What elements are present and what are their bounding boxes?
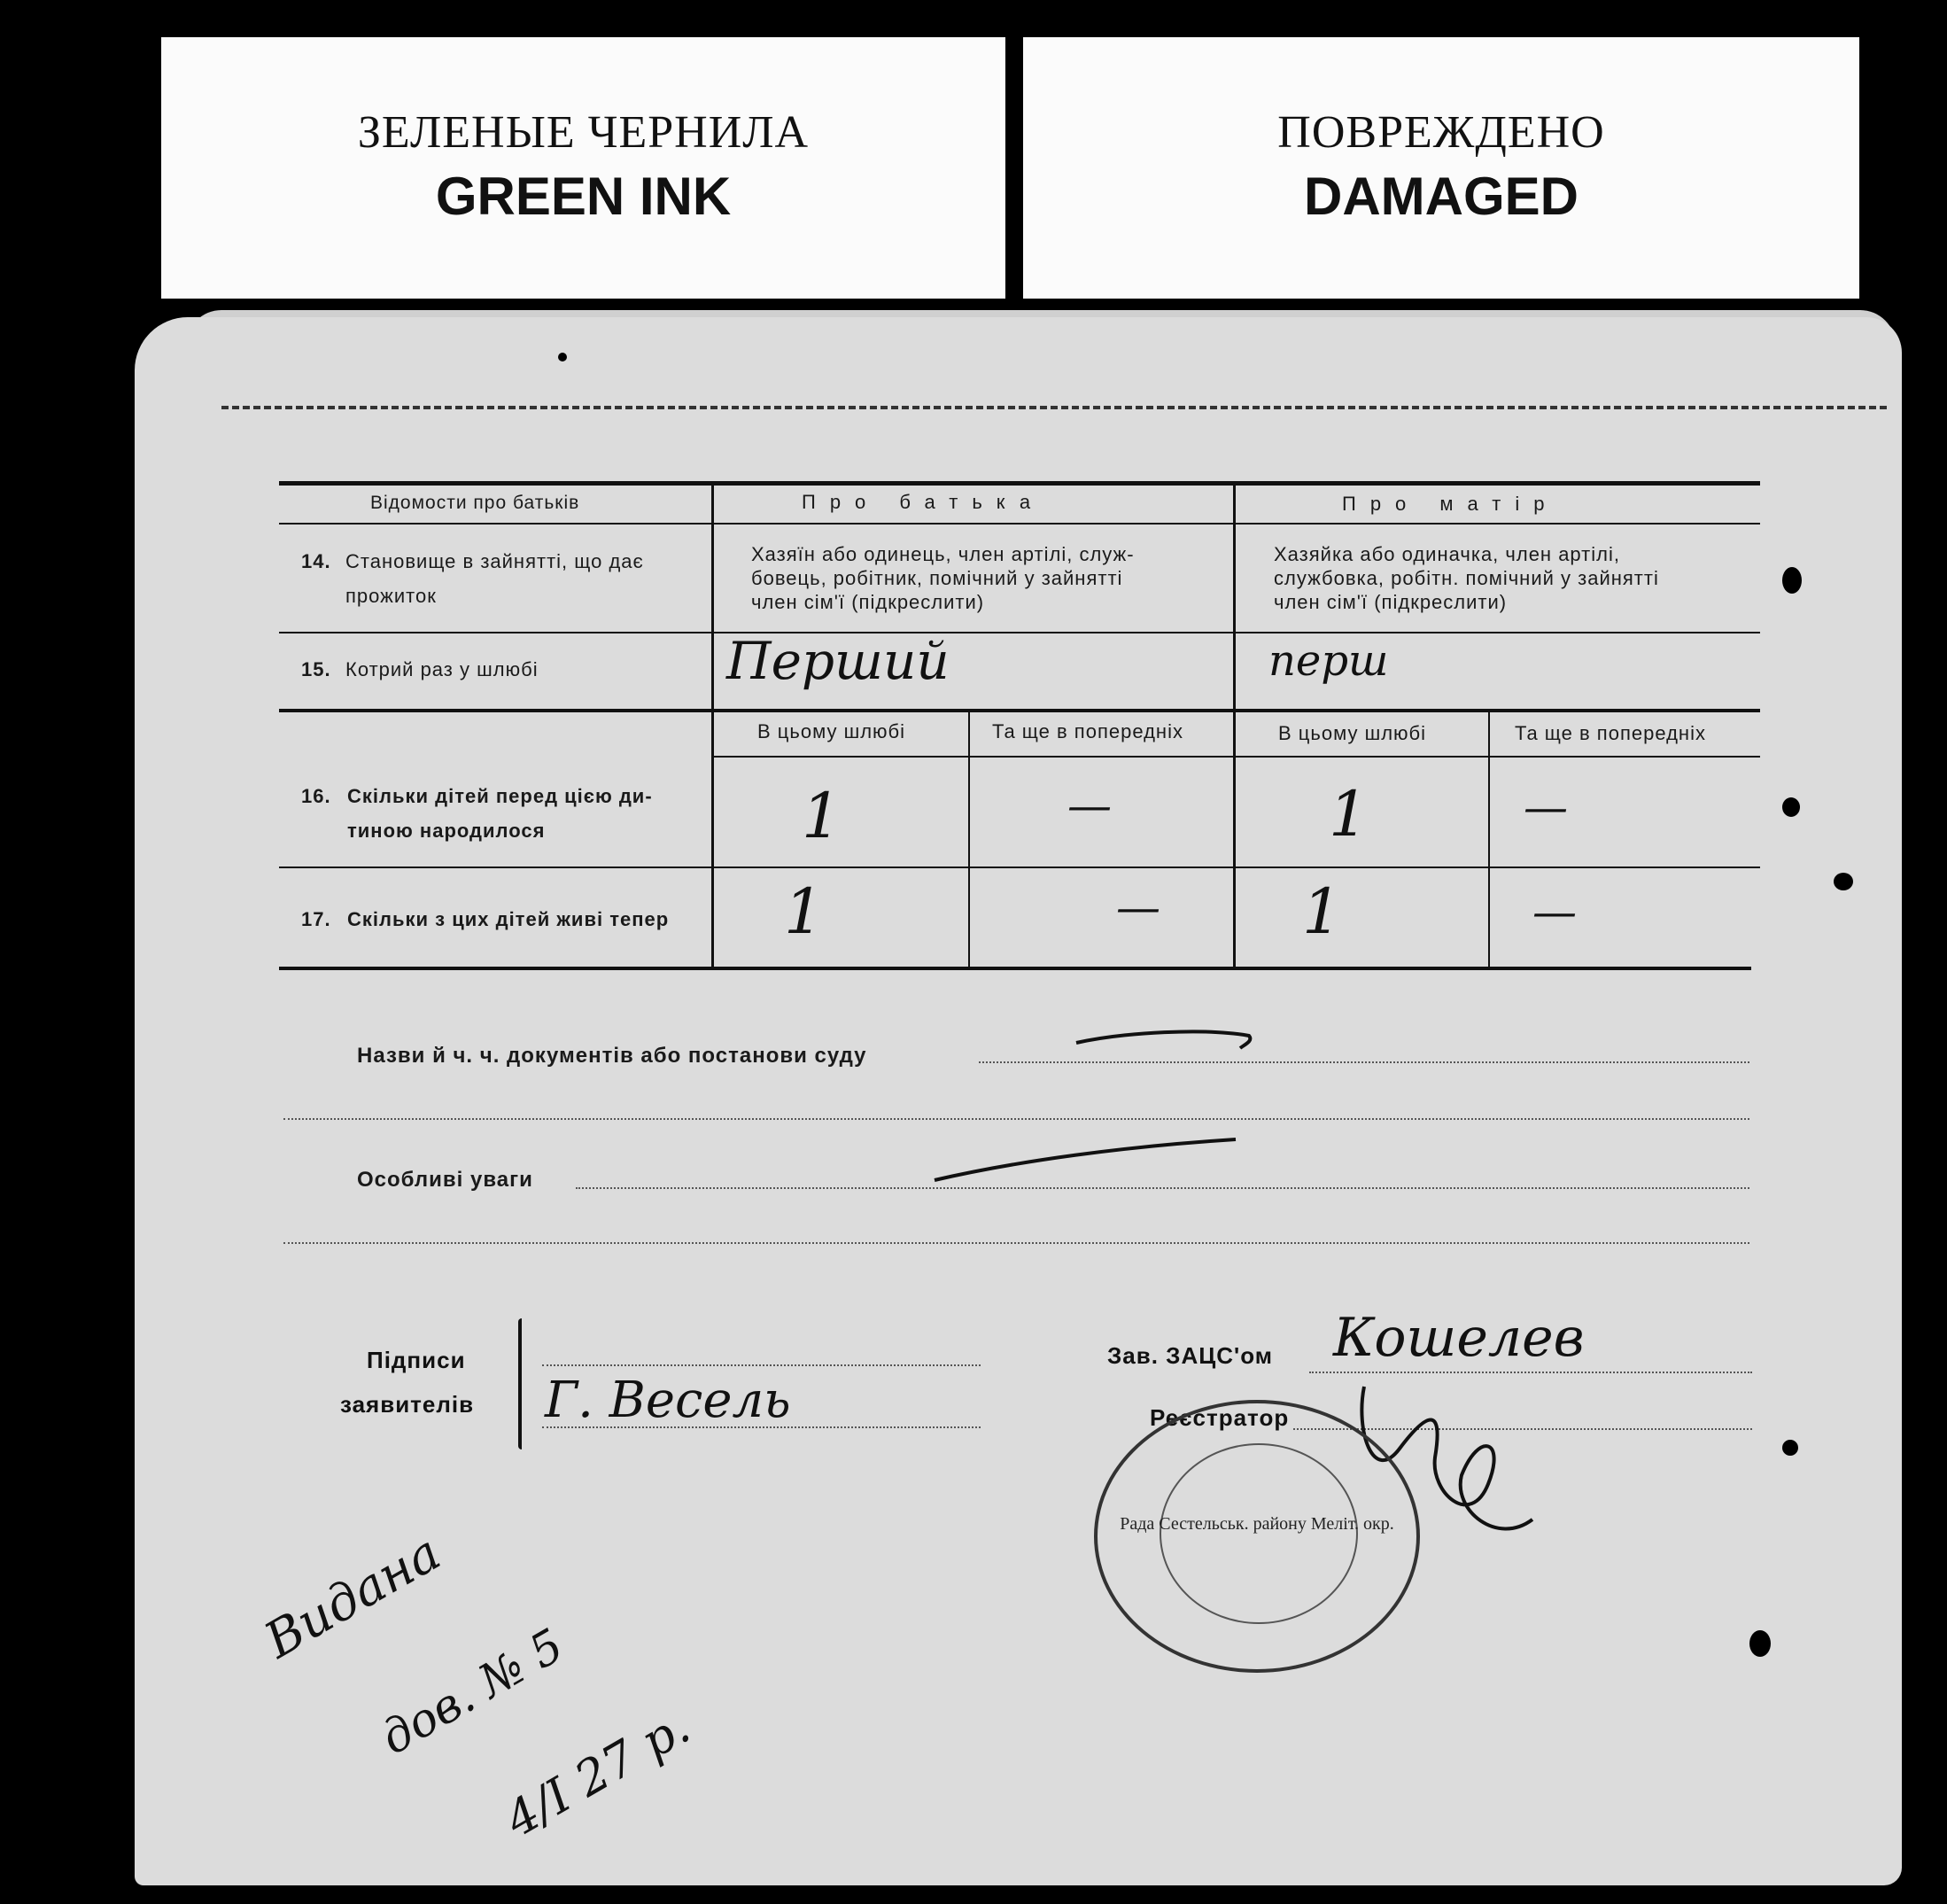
damage-speck (558, 353, 567, 361)
documents-line-2 (283, 1118, 1749, 1120)
header-mother: Про матір (1342, 493, 1559, 515)
col-divider-father (968, 711, 970, 968)
row16-mother-prev: — (1524, 781, 1568, 833)
green-ink-ru: ЗЕЛЕНЫЕ ЧЕРНИЛА (357, 107, 810, 158)
table-header-rule (279, 523, 1760, 525)
subheader-father-prev: Та ще в попередніх (992, 720, 1183, 742)
applicants-brace (518, 1318, 522, 1449)
row14-mother-options (1274, 542, 1659, 614)
row14-label-l2: прожиток (345, 585, 437, 607)
row14-mother-l1: Хазяйка або одиначка, член артілі, (1274, 543, 1620, 565)
stamp-text: Рада Сестельськ. району Меліт. окр. (1120, 1514, 1394, 1534)
row14-num: 14. (301, 550, 331, 572)
damage-hole (1749, 1630, 1771, 1657)
row16-rule (279, 867, 1760, 868)
applicant-sig-line-1 (542, 1364, 981, 1366)
row15-mother-value: перш (1268, 636, 1389, 686)
row17-mother-prev: — (1532, 886, 1577, 937)
special-notes-line (576, 1187, 1749, 1189)
head-registry-signature: Кошелев (1333, 1307, 1585, 1369)
col-divider-2 (1233, 481, 1236, 968)
row17-num: 17. (301, 908, 331, 930)
special-notes-line-2 (283, 1242, 1749, 1244)
applicants-label-l2: заявителів (340, 1391, 475, 1418)
damage-hole (1782, 1440, 1798, 1456)
row15-rule (279, 709, 1760, 712)
row14-mother-l2: службовка, робітн. помічний у зайнятті (1274, 567, 1659, 589)
subheader-mother-this: В цьому шлюбі (1278, 722, 1427, 744)
damage-hole (1834, 873, 1853, 890)
table-bottom-rule (279, 967, 1751, 970)
row14-label-l1: Становище в зайнятті, що дає (345, 550, 644, 572)
official-stamp (1094, 1400, 1420, 1673)
head-registry-label: Зав. ЗАЦС'ом (1107, 1342, 1273, 1369)
row16-num: 16. (301, 785, 331, 807)
special-notes-label: Особливі уваги (357, 1168, 533, 1192)
row17-label: Скільки з цих дітей живі тепер (347, 908, 670, 930)
row16-label-l1: Скільки дітей перед цією ди- (347, 785, 653, 807)
subheader-mother-prev: Та ще в попередніх (1515, 722, 1706, 744)
row16-mother-this: 1 (1329, 778, 1369, 851)
note-line-2: дов. № 5 (372, 1619, 573, 1766)
registrar-label: Реєстратор (1150, 1404, 1290, 1431)
row17-mother-this: 1 (1302, 875, 1342, 948)
head-sig-line (1309, 1372, 1752, 1373)
row14-father-l3: член сім'ї (підкреслити) (751, 591, 985, 613)
documents-line (979, 1061, 1749, 1063)
subheader-father-this: В цьому шлюбі (757, 720, 906, 742)
row16-father-this: 1 (802, 780, 842, 852)
row16-father-prev: — (1067, 780, 1112, 831)
green-ink-label-card (161, 37, 1005, 299)
row15-label: Котрий раз у шлюбі (345, 658, 539, 680)
row16-label-l2: тиною народилося (347, 820, 546, 842)
damaged-ru: ПОВРЕЖДЕНО (1277, 107, 1605, 158)
col-divider-mother (1488, 711, 1490, 968)
row14-rule (279, 632, 1760, 633)
row14-father-options (751, 542, 1135, 614)
row14-father-l1: Хазяїн або одинець, член артілі, служ- (751, 543, 1135, 565)
damage-hole (1782, 567, 1802, 594)
row17-father-this: 1 (784, 875, 824, 948)
table-top-rule (279, 481, 1760, 486)
row17-father-prev: — (1116, 882, 1160, 933)
subheader-rule (713, 756, 1760, 758)
damaged-en: DAMAGED (1304, 167, 1579, 226)
applicant-signature: Г. Весель (545, 1372, 791, 1429)
perforation-line (221, 406, 1887, 409)
special-notes-dash-mark (930, 1134, 1240, 1187)
damage-hole (1782, 797, 1800, 817)
col-divider-1 (711, 481, 714, 968)
row14-mother-l3: член сім'ї (підкреслити) (1274, 591, 1508, 613)
documents-label: Назви й ч. ч. документів або постанови суду (357, 1044, 867, 1068)
header-father: Про батька (802, 491, 1045, 513)
note-line-1: Видана (255, 1524, 451, 1670)
green-ink-en: GREEN INK (435, 167, 732, 226)
applicants-label-l1: Підписи (367, 1347, 466, 1373)
note-line-3: 4/I 27 р. (495, 1698, 700, 1848)
documents-dash-mark (1072, 1023, 1258, 1059)
damaged-label-card (1023, 37, 1859, 299)
header-col0: Відомости про батьків (370, 493, 580, 513)
row14-father-l2: бовець, робітник, помічний у зайнятті (751, 567, 1123, 589)
row15-num: 15. (301, 658, 331, 680)
row15-father-value: Перший (726, 631, 950, 691)
